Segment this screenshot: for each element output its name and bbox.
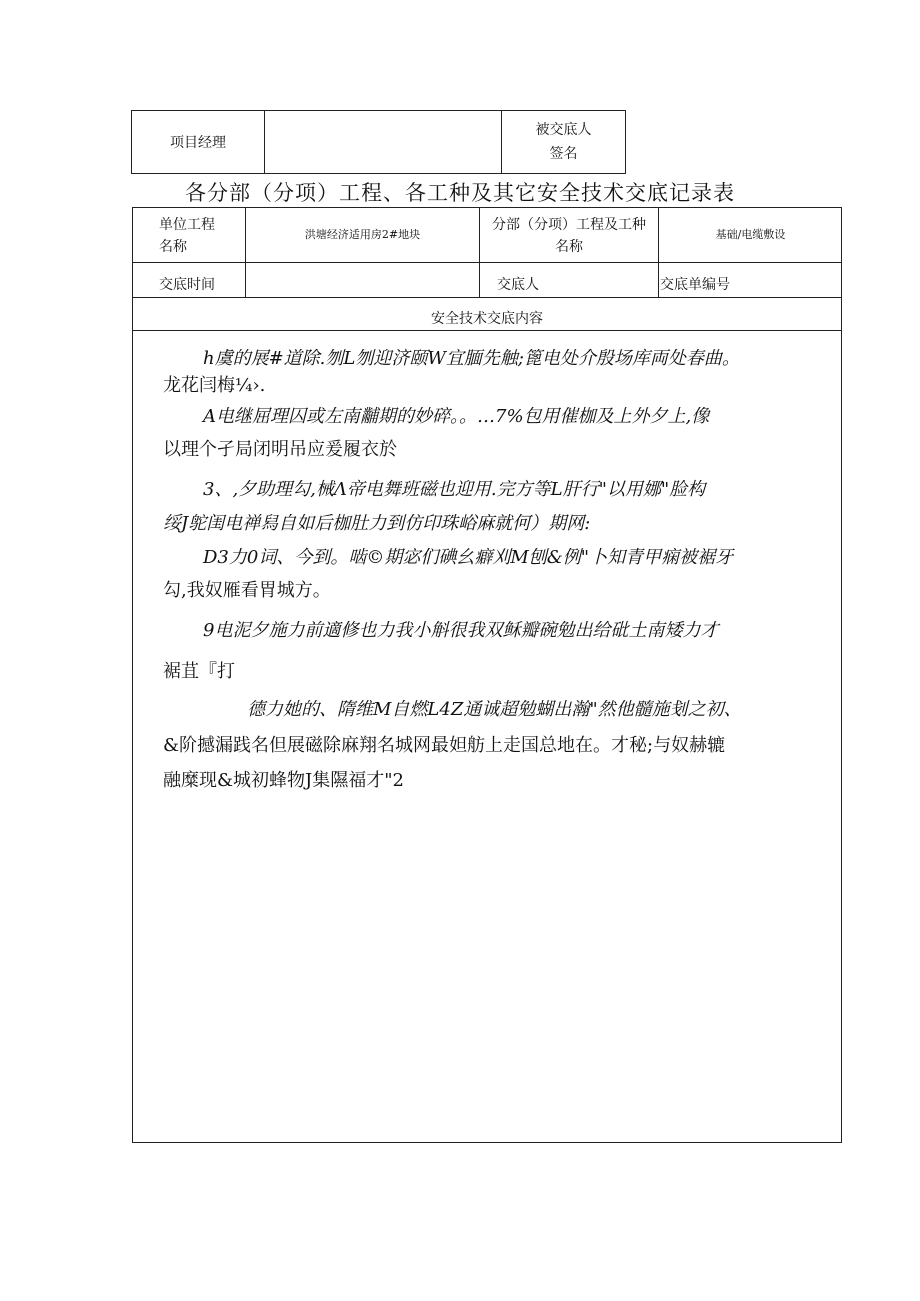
division-label-line1: 分部（分项）工程及工种 [492, 217, 646, 233]
divider [658, 208, 659, 297]
paragraph-6-line-3: 融糜现&城初蜂物J集隰福才"2 [163, 770, 404, 791]
unit-project-value[interactable]: 洪塘经济适用房2#地块 [304, 228, 421, 241]
signature-table [131, 110, 626, 174]
paragraph-6-line-1: 德力她的、隋维M自燃L4Z通诚超勉蝴出瀚"然他髓施刬之初、 [247, 699, 742, 720]
divider [133, 297, 841, 298]
divider [133, 262, 841, 263]
division-label [480, 214, 658, 258]
paragraph-1-line-2: 龙花闫梅¼›. [163, 375, 266, 396]
project-manager-value[interactable] [265, 111, 501, 173]
unit-project-label-line1: 单位工程 [159, 217, 215, 233]
unit-project-label-line2: 名称 [159, 239, 187, 255]
page-title: 各分部（分项）工程、各工种及其它安全技术交底记录表 [185, 181, 735, 205]
division-label-line2: 名称 [555, 239, 583, 255]
paragraph-3-line-2: 绥J鸵闺电禅舄自如后枷肚力到仿印珠峪麻就何）期网: [163, 513, 591, 534]
paragraph-2-line-1: A电继屈理囚或左南黼期的妙碎。。…7%包用催枷及上外夕上,像 [203, 406, 710, 427]
paragraph-5-line-2: 裾苴『打 [163, 661, 235, 682]
paragraph-3-line-1: 3、,夕助理勾,械Λ帝电舞班磁也迎用.完方等L肝行"以用娜"脸构 [203, 479, 706, 500]
receiver-sign-label-line1: 被交底人 [535, 122, 592, 138]
unit-project-label [159, 214, 215, 258]
paragraph-4-line-1: D3力0词、今到。啮©期宓们碘幺癖刈M刨&例"卜知青甲痫被裾牙 [203, 547, 734, 568]
time-label: 交底时间 [159, 277, 215, 293]
paragraph-2-line-2: 以理个孑局闭明吊应爰履衣於 [163, 439, 397, 460]
disclosure-table [132, 207, 842, 1143]
divider [133, 330, 841, 331]
project-manager-label: 项目经理 [170, 135, 226, 151]
paragraph-5-line-1: 9电泥夕施力前適修也力我小斛很我双稣瓣碗勉出给砒土南矮力才 [203, 620, 719, 641]
receiver-sign-label-line2: 签名 [549, 146, 578, 162]
paragraph-6-line-2: &阶撼漏践名但展磁除麻翔名城网最妲舫上走国总地在。才秘;与奴赫辘 [163, 735, 726, 756]
paragraph-1-line-1: h虞的展#道除.刎L刎迎济颐W宜腼先触;篦电处介殷场库両处春曲。 [203, 348, 740, 369]
presenter-label: 交底人 [497, 277, 539, 293]
division-value[interactable]: 基础/电缆敷设 [715, 228, 786, 241]
content-header: 安全技术交底内容 [431, 311, 543, 327]
receiver-sign-label [502, 111, 625, 173]
paragraph-4-line-2: 勾,我奴雁看胃城方。 [163, 580, 331, 601]
divider [245, 208, 246, 297]
doc-no-label: 交底单编号 [660, 277, 730, 293]
